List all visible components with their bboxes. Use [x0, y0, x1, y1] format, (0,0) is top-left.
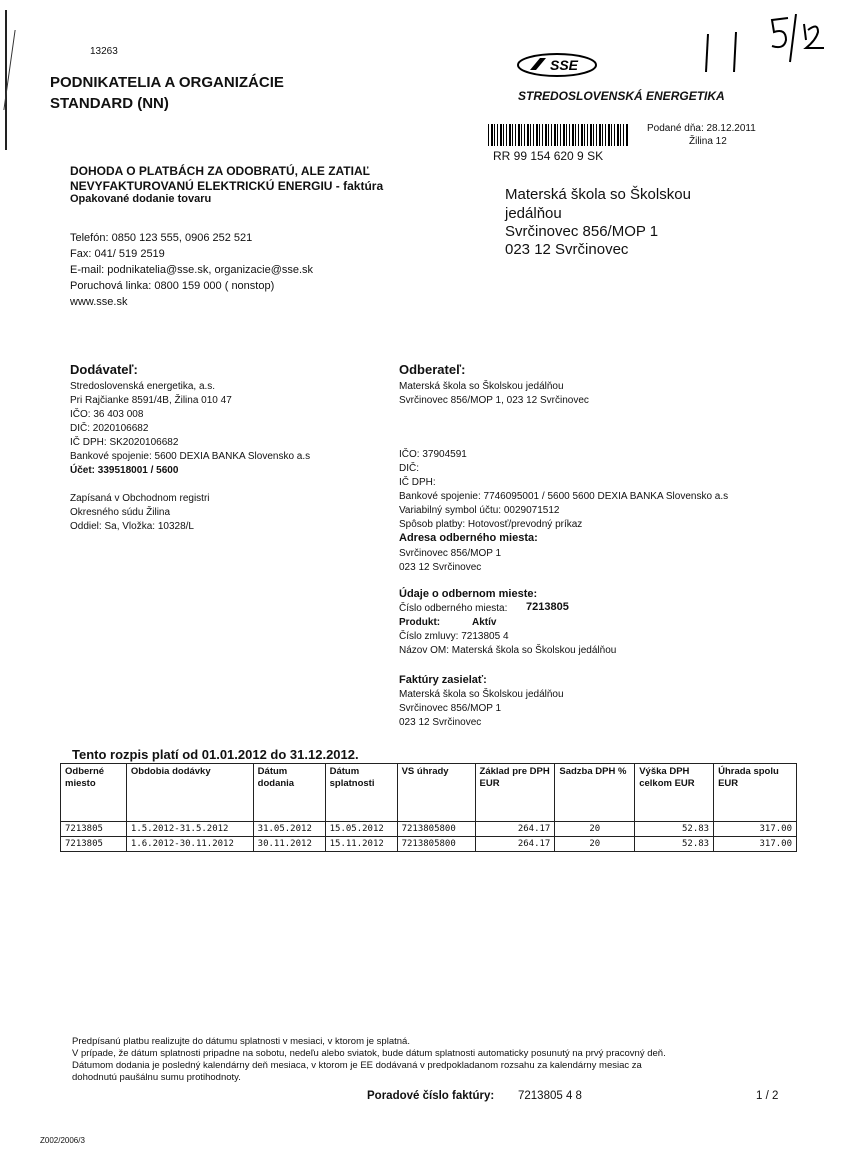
table-cell: 15.11.2012: [325, 837, 397, 852]
invoice-address-line: Svrčinovec 856/MOP 1: [399, 703, 502, 714]
table-cell: 7213805: [61, 822, 127, 837]
document-id: 13263: [90, 46, 118, 57]
site-address-line: 023 12 Svrčinovec: [399, 562, 482, 573]
table-cell: 1.5.2012-31.5.2012: [126, 822, 253, 837]
table-cell: 52.83: [635, 837, 714, 852]
table-cell: 7213805800: [397, 822, 475, 837]
table-row: [61, 837, 797, 852]
footer-note: Dátumom dodania je posledný kalendárny deň mesiaca, v ktorom je EE dodávaná v predpokladanom rozsahu za kalendárny mesiac za: [72, 1060, 642, 1071]
recipient-line: 023 12 Svrčinovec: [505, 241, 629, 258]
recipient-line: Svrčinovec 856/MOP 1: [505, 223, 659, 240]
footer-note: dohodnutú paušálnu sumu protihodnoty.: [72, 1072, 241, 1083]
table-row: [61, 822, 797, 837]
table-cell: 31.05.2012: [253, 822, 325, 837]
form-code: Z002/2006/3: [40, 1136, 85, 1145]
table-cell: 264.17: [475, 837, 555, 852]
barcode: [488, 124, 628, 146]
table-cell: 317.00: [714, 837, 797, 852]
column-header: Odberné miesto: [61, 764, 127, 822]
table-cell: 264.17: [475, 822, 555, 837]
supplier-name: Stredoslovenská energetika, a.s.: [70, 381, 216, 392]
schedule-validity: Tento rozpis platí od 01.01.2012 do 31.12.2012.: [72, 747, 359, 762]
contact-email: E-mail: podnikatelia@sse.sk, organizacie@sse.sk: [70, 264, 314, 276]
posting-place: Žilina 12: [689, 136, 727, 147]
supplier-registry: Okresného súdu Žilina: [70, 507, 171, 518]
site-address-heading: Adresa odberného miesta:: [399, 532, 538, 544]
site-address-line: Svrčinovec 856/MOP 1: [399, 548, 502, 559]
customer-payment-method: Spôsob platby: Hotovosť/prevodný príkaz: [399, 519, 583, 530]
document-title: NEVYFAKTUROVANÚ ELEKTRICKÚ ENERGIU - faktúra: [70, 179, 384, 193]
column-header: Sadzba DPH %: [555, 764, 635, 822]
column-header: Dátum dodania: [253, 764, 325, 822]
invoice-address-line: Materská škola so Školskou jedálňou: [399, 689, 564, 700]
table-cell: 1.6.2012-30.11.2012: [126, 837, 253, 852]
customer-name: Materská škola so Školskou jedálňou: [399, 381, 564, 392]
table-cell: 30.11.2012: [253, 837, 325, 852]
table-cell: 7213805: [61, 837, 127, 852]
contact-fax: Fax: 041/ 519 2519: [70, 248, 165, 260]
invoice-number-label: Poradové číslo faktúry:: [367, 1090, 495, 1102]
supplier-icdph: IČ DPH: SK2020106682: [70, 437, 179, 448]
payment-schedule-table: [60, 763, 797, 852]
invoice-address-line: 023 12 Svrčinovec: [399, 717, 482, 728]
posting-date: Podané dňa: 28.12.2011: [647, 123, 756, 134]
site-number: 7213805: [526, 601, 569, 613]
invoice-address-heading: Faktúry zasielať:: [399, 674, 487, 686]
footer-note: Predpísanú platbu realizujte do dátumu splatnosti v mesiaci, v ktorom je splatná.: [72, 1036, 410, 1047]
invoice-number: 7213805 4 8: [518, 1090, 582, 1102]
supplier-dic: DIČ: 2020106682: [70, 423, 149, 434]
table-cell: 15.05.2012: [325, 822, 397, 837]
recipient-line: Materská škola so Školskou: [505, 186, 691, 203]
contact-phone: Telefón: 0850 123 555, 0906 252 521: [70, 232, 253, 244]
site-info-heading: Údaje o odbernom mieste:: [399, 588, 538, 600]
column-header: Obdobia dodávky: [126, 764, 253, 822]
document-subtitle: Opakované dodanie tovaru: [70, 193, 212, 205]
table-cell: 7213805800: [397, 837, 475, 852]
recipient-line: jedálňou: [505, 205, 562, 222]
table-cell: 20: [555, 837, 635, 852]
supplier-heading: Dodávateľ:: [70, 362, 138, 377]
customer-ico: IČO: 37904591: [399, 449, 467, 460]
customer-variable-symbol: Variabilný symbol účtu: 0029071512: [399, 505, 560, 516]
segment-subtitle: STANDARD (NN): [50, 95, 169, 112]
customer-heading: Odberateľ:: [399, 362, 466, 377]
sse-logo: [516, 52, 598, 78]
column-header: Základ pre DPH EUR: [475, 764, 555, 822]
product-value: Aktív: [472, 617, 497, 628]
table-cell: 317.00: [714, 822, 797, 837]
supplier-bank: Bankové spojenie: 5600 DEXIA BANKA Slovensko a.s: [70, 451, 311, 462]
footer-note: V prípade, že dátum splatnosti pripadne na sobotu, nedeľu alebo sviatok, bude dátum splatnosti automaticky posunutý na prvý pracovný deň.: [72, 1048, 666, 1059]
column-header: Dátum splatnosti: [325, 764, 397, 822]
handwritten-note: [700, 14, 830, 74]
supplier-registry: Oddiel: Sa, Vložka: 10328/L: [70, 521, 194, 532]
customer-dic: DIČ:: [399, 463, 419, 474]
supplier-registry: Zapísaná v Obchodnom registri: [70, 493, 210, 504]
table-cell: 52.83: [635, 822, 714, 837]
column-header: VS úhrady: [397, 764, 475, 822]
table-header-row: [61, 764, 797, 822]
contract-number: Číslo zmluvy: 7213805 4: [399, 631, 509, 642]
supplier-ico: IČO: 36 403 008: [70, 409, 144, 420]
product-label: Produkt:: [399, 617, 441, 628]
document-title: DOHODA O PLATBÁCH ZA ODOBRATÚ, ALE ZATIAĽ: [70, 164, 370, 178]
customer-bank: Bankové spojenie: 7746095001 / 5600 5600 DEXIA BANKA Slovensko a.s: [399, 491, 729, 502]
column-header: Výška DPH celkom EUR: [635, 764, 714, 822]
supplier-address: Pri Rajčianke 8591/4B, Žilina 010 47: [70, 395, 232, 406]
customer-address: Svrčinovec 856/MOP 1, 023 12 Svrčinovec: [399, 395, 589, 406]
site-name: Názov OM: Materská škola so Školskou jedálňou: [399, 645, 617, 656]
page-number: 1 / 2: [756, 1090, 779, 1102]
table-cell: 20: [555, 822, 635, 837]
customer-icdph: IČ DPH:: [399, 477, 436, 488]
site-number-label: Číslo odberného miesta:: [399, 603, 508, 614]
company-name: STREDOSLOVENSKÁ ENERGETIKA: [518, 89, 725, 103]
column-header: Úhrada spolu EUR: [714, 764, 797, 822]
contact-web: www.sse.sk: [70, 296, 128, 308]
logo-text: SSE: [549, 57, 579, 73]
supplier-account: Účet: 339518001 / 5600: [70, 465, 179, 476]
contact-hotline: Poruchová linka: 0800 159 000 ( nonstop): [70, 280, 275, 292]
barcode-number: RR 99 154 620 9 SK: [493, 149, 604, 163]
segment-title: PODNIKATELIA A ORGANIZÁCIE: [50, 74, 284, 91]
